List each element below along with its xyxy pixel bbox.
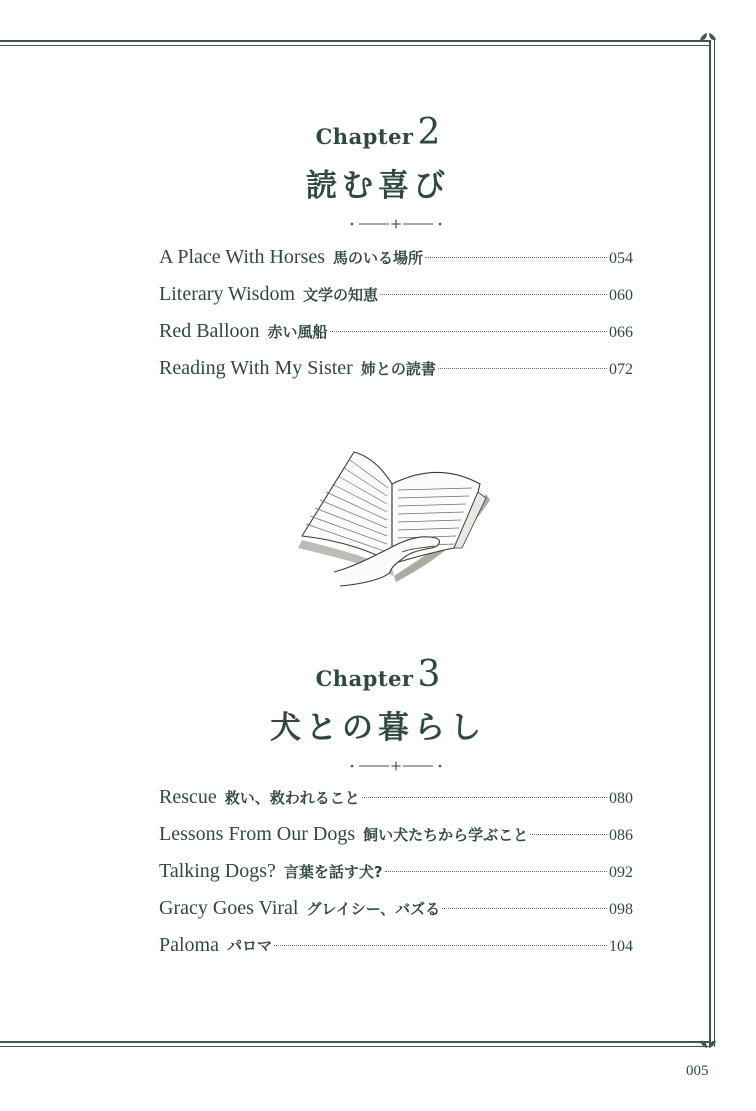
toc-entry[interactable] [159,357,633,394]
entry-title-jp: パロマ [227,937,273,955]
leaf-ornament-icon [698,1033,718,1049]
entry-title-jp: 救い、救われること [224,789,360,807]
dot-leader [385,871,607,872]
chapter-number: 3 [417,654,441,695]
toc-entry[interactable] [159,283,633,320]
frame-top-rule-inner [0,45,711,46]
entry-title-en: Lessons From Our Dogs [159,823,356,845]
dot-leader [380,294,607,295]
frame-top-rule [0,40,711,42]
dot-leader [330,331,607,332]
chapter-label: Chapter [315,124,414,149]
entry-title-jp: 赤い風船 [267,323,328,341]
entry-title-en: Rescue [159,786,217,808]
chapter-number: 2 [417,112,441,153]
entry-page-number: 104 [609,938,633,955]
page-number: 005 [686,1063,709,1079]
entry-page-number: 060 [609,287,633,304]
toc-entry[interactable] [159,246,633,283]
toc-entry[interactable] [159,823,633,860]
entry-page-number: 080 [609,790,633,807]
toc-entry[interactable] [159,320,633,357]
frame-bottom-rule-inner [0,1046,711,1047]
dot-leader [438,368,607,369]
toc-list [159,786,633,971]
chapter-heading [0,112,756,153]
dot-leader [530,834,607,835]
entry-page-number: 092 [609,864,633,881]
toc-list [159,246,633,394]
entry-title-en: Gracy Goes Viral [159,897,299,919]
entry-title-en: Reading With My Sister [159,357,353,379]
entry-title-jp: 言葉を話す犬? [283,863,383,881]
dot-leader [274,945,607,946]
ornament-divider [349,218,443,230]
entry-page-number: 086 [609,827,633,844]
chapter-heading [0,654,756,695]
frame-bottom-rule [0,1041,711,1043]
entry-title-jp: グレイシー、バズる [306,900,441,918]
toc-entry[interactable] [159,860,633,897]
leaf-ornament-icon [698,32,718,48]
chapter-label: Chapter [315,666,414,691]
chapter-title: 読む喜び [306,168,450,204]
entry-title-jp: 姉との読書 [360,360,436,378]
dot-leader [425,257,607,258]
dot-leader [362,797,607,798]
chapter-title: 犬との暮らし [270,710,486,746]
toc-entry[interactable] [159,934,633,971]
entry-page-number: 054 [609,250,633,267]
ornament-divider [349,760,443,772]
entry-title-en: A Place With Horses [159,246,326,268]
open-book-illustration [294,448,494,588]
entry-title-en: Paloma [159,934,219,956]
entry-title-jp: 飼い犬たちから学ぶこと [363,826,529,844]
entry-title-jp: 文学の知恵 [303,286,379,304]
entry-title-en: Red Balloon [159,320,260,342]
dot-leader [442,908,607,909]
toc-entry[interactable] [159,897,633,934]
entry-title-en: Talking Dogs? [159,860,276,882]
entry-title-en: Literary Wisdom [159,283,296,305]
entry-page-number: 072 [609,361,633,378]
toc-entry[interactable] [159,786,633,823]
entry-page-number: 066 [609,324,633,341]
entry-page-number: 098 [609,901,633,918]
entry-title-jp: 馬のいる場所 [333,249,424,267]
